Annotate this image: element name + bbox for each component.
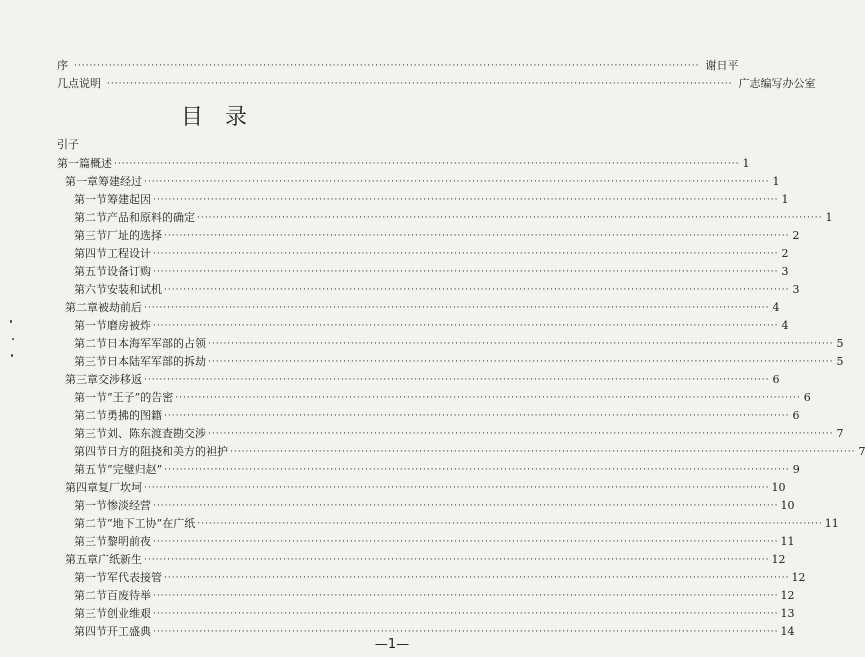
leader-dots (164, 282, 789, 298)
toc-entry-number: 第三节 (74, 427, 107, 440)
toc-entry-section (74, 426, 844, 442)
toc-entry-page: 5 (836, 355, 844, 368)
leader-dots (230, 444, 855, 460)
leader-dots (144, 300, 769, 316)
toc-entry-section (74, 462, 800, 478)
leader-dots (153, 606, 778, 622)
toc-entry-section (74, 192, 789, 208)
toc-entry-part (57, 156, 750, 172)
toc-entry-title: “地下工协”在广纸 (107, 517, 196, 530)
leader-dots (208, 426, 833, 442)
toc-entry-number: 引子 (57, 138, 79, 151)
toc-entry-number: 第二节 (74, 589, 107, 602)
toc-entry-number: 第四节 (74, 247, 107, 260)
toc-entry-chapter (65, 480, 786, 496)
toc-entry-title: 创业维艰 (107, 607, 151, 620)
toc-entry-title: 军代表接管 (107, 571, 162, 584)
toc-entry-page: 12 (771, 553, 786, 566)
toc-entry-page: 11 (780, 535, 795, 548)
leader-dots (197, 210, 822, 226)
toc-entry-section (74, 534, 795, 550)
toc-entry-number: 第一节 (74, 571, 107, 584)
toc-entry-title: 筹建经过 (98, 175, 142, 188)
toc-entry-title: 惨淡经营 (107, 499, 151, 512)
toc-entry-number: 第二节 (74, 409, 107, 422)
toc-entry-title: 百废待举 (107, 589, 151, 602)
toc-entry-section (74, 624, 795, 640)
toc-entry-chapter (65, 300, 780, 316)
leader-dots (197, 516, 822, 532)
toc-entry-number: 第二节 (74, 211, 107, 224)
toc-entry-number: 第六节 (74, 283, 107, 296)
leader-dots (114, 156, 739, 172)
leader-dots (153, 588, 778, 604)
leader-dots (107, 76, 732, 92)
preface-label: 序 (57, 59, 68, 72)
toc-entry-section (74, 210, 833, 226)
leader-dots (153, 624, 778, 640)
toc-entry-section (74, 246, 789, 262)
toc-entry-page: 7 (836, 427, 844, 440)
leader-dots (175, 390, 800, 406)
toc-entry-title: 概述 (90, 157, 112, 170)
leader-dots (164, 408, 789, 424)
toc-entry-title: 工程设计 (107, 247, 151, 260)
leader-dots (208, 336, 833, 352)
toc-entry-page: 6 (792, 409, 800, 422)
toc-entry-page: 4 (781, 319, 789, 332)
toc-entry-page: 3 (781, 265, 789, 278)
toc-entry-number: 第四节 (74, 625, 107, 638)
toc-entry-section (74, 390, 811, 406)
toc-entry-number: 第一节 (74, 193, 107, 206)
toc-entry-title: 筹建起因 (107, 193, 151, 206)
toc-entry-page: 12 (791, 571, 806, 584)
toc-entry-title: 日方的阻挠和美方的袒护 (107, 445, 228, 458)
toc-entry-page: 13 (780, 607, 795, 620)
toc-entry-title: 勇拂的图籍 (107, 409, 162, 422)
toc-entry-title: 被劫前后 (98, 301, 142, 314)
toc-entry-title: “完璧归赵” (107, 463, 163, 476)
leader-dots (153, 264, 778, 280)
scan-speck (12, 338, 14, 340)
leader-dots (153, 246, 778, 262)
toc-entry-section (74, 570, 806, 586)
toc-entry-number: 第二章 (65, 301, 98, 314)
toc-entry-section (74, 408, 800, 424)
toc-entry-title: 广纸新生 (98, 553, 142, 566)
toc-entry-section (74, 606, 795, 622)
toc-entry-number: 第三节 (74, 535, 107, 548)
toc-entry-number: 第三节 (74, 607, 107, 620)
toc-entry-section (74, 444, 865, 460)
toc-entry-title: “王子”的告密 (107, 391, 174, 404)
toc-entry-number: 第五章 (65, 553, 98, 566)
toc-entry-page: 14 (780, 625, 795, 638)
toc-entry-page: 7 (858, 445, 865, 458)
toc-entry-section (74, 516, 839, 532)
toc-entry-page: 6 (772, 373, 780, 386)
toc-entry-number: 第五节 (74, 463, 107, 476)
page-title: 目录 (180, 105, 269, 130)
toc-entry-title: 交涉移返 (98, 373, 142, 386)
leader-dots (153, 318, 778, 334)
preface-author: 谢日平 (705, 59, 739, 72)
toc-entry-page: 10 (780, 499, 795, 512)
preface-entry (57, 76, 816, 92)
toc-entry-page: 1 (772, 175, 780, 188)
toc-entry-page: 11 (824, 517, 839, 530)
toc-entry-page: 10 (771, 481, 786, 494)
leader-dots (208, 354, 833, 370)
toc-entry-section (74, 318, 789, 334)
scan-speck (10, 320, 12, 323)
toc-entry-section (74, 282, 800, 298)
toc-entry-number: 第四章 (65, 481, 98, 494)
toc-entry-title: 复厂坎坷 (98, 481, 142, 494)
leader-dots (74, 58, 699, 74)
toc-entry-title: 设备订购 (107, 265, 151, 278)
toc-entry-title: 刘、陈东渡査勘交涉 (107, 427, 206, 440)
toc-entry-section (74, 336, 844, 352)
toc-entry-page: 2 (792, 229, 800, 242)
toc-entry-page: 2 (781, 247, 789, 260)
toc-entry-section (74, 498, 795, 514)
toc-entry-page: 1 (825, 211, 833, 224)
toc-entry-page: 6 (803, 391, 811, 404)
toc-entry-number: 第四节 (74, 445, 107, 458)
toc-entry-title: 日本海军军部的占领 (107, 337, 206, 350)
leader-dots (153, 534, 778, 550)
toc-entry-number: 第一节 (74, 391, 107, 404)
preface-entry (57, 58, 739, 74)
toc-entry-chapter (65, 552, 786, 568)
toc-entry-section (74, 354, 844, 370)
toc-entry-number: 第二节 (74, 517, 107, 530)
toc-entry-intro (57, 137, 117, 153)
toc-entry-page: 5 (836, 337, 844, 350)
leader-dots (144, 552, 769, 568)
preface-author: 广志编写办公室 (738, 77, 816, 90)
leader-dots (153, 498, 778, 514)
toc-entry-title: 日本陆军军部的拆劫 (107, 355, 206, 368)
leader-dots (144, 174, 769, 190)
toc-entry-number: 第二节 (74, 337, 107, 350)
toc-entry-number: 第一章 (65, 175, 98, 188)
toc-entry-number: 第三章 (65, 373, 98, 386)
toc-entry-chapter (65, 372, 780, 388)
toc-entry-number: 第一节 (74, 499, 107, 512)
toc-entry-number: 第一篇 (57, 157, 90, 170)
toc-entry-title: 产品和原料的确定 (107, 211, 195, 224)
leader-dots (164, 570, 789, 586)
leader-dots (164, 228, 789, 244)
toc-entry-title: 厂址的选择 (107, 229, 162, 242)
leader-dots (144, 480, 769, 496)
toc-entry-number: 第三节 (74, 355, 107, 368)
toc-entry-page: 4 (772, 301, 780, 314)
toc-entry-page: 12 (780, 589, 795, 602)
toc-entry-title: 黎明前夜 (107, 535, 151, 548)
scan-speck (11, 354, 13, 357)
toc-entry-number: 第五节 (74, 265, 107, 278)
preface-label: 几点说明 (57, 77, 101, 90)
toc-entry-section (74, 588, 795, 604)
toc-entry-title: 开工盛典 (107, 625, 151, 638)
toc-entry-section (74, 264, 789, 280)
toc-entry-number: 第一节 (74, 319, 107, 332)
toc-entry-number: 第三节 (74, 229, 107, 242)
leader-dots (164, 462, 789, 478)
toc-entry-title: 磨房被炸 (107, 319, 151, 332)
page-number: —1— (374, 637, 410, 652)
toc-entry-section (74, 228, 800, 244)
toc-entry-chapter (65, 174, 780, 190)
toc-entry-page: 9 (792, 463, 800, 476)
toc-entry-page: 1 (742, 157, 750, 170)
toc-entry-page: 1 (781, 193, 789, 206)
toc-entry-title: 安装和试机 (107, 283, 162, 296)
leader-dots (144, 372, 769, 388)
toc-entry-page: 3 (792, 283, 800, 296)
leader-dots (153, 192, 778, 208)
